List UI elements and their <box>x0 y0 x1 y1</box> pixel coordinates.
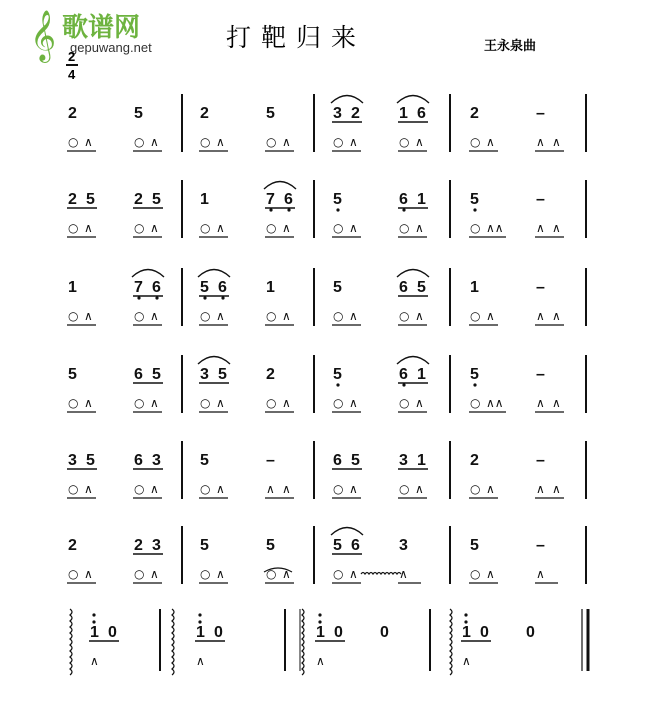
note-digit: 1 <box>417 452 426 469</box>
accent-stroke-mark: ∧ <box>216 221 225 235</box>
beat <box>535 279 564 325</box>
measure <box>199 537 294 583</box>
note-digit: 6 <box>134 452 143 469</box>
accent-stroke-mark: ∧ <box>415 482 424 496</box>
low-octave-dot <box>287 208 290 211</box>
beat <box>132 270 164 326</box>
note-digit: 5 <box>86 452 95 469</box>
low-octave-dot <box>402 383 405 386</box>
measure <box>67 105 162 151</box>
time-signature-top: 2 <box>68 49 76 64</box>
measure <box>469 452 564 498</box>
accent-stroke-mark: ∧ <box>84 309 93 323</box>
final-measure <box>302 609 389 675</box>
hollow-stroke-mark: ○ <box>266 221 277 235</box>
measure <box>332 452 428 498</box>
accent-stroke-mark: ∧ <box>266 482 275 496</box>
measure <box>67 452 163 498</box>
accent-stroke-mark: ∧ <box>399 567 408 581</box>
slur-arc <box>397 96 429 104</box>
accent-stroke-mark: ∧ <box>536 482 545 496</box>
hollow-stroke-mark: ○ <box>266 309 277 323</box>
note-digit: 6 <box>351 537 360 554</box>
sustain-dash: – <box>536 279 545 296</box>
accent-stroke-mark: ∧ <box>349 309 358 323</box>
note-digit: 6 <box>399 191 408 208</box>
measure <box>199 182 296 238</box>
note-digit: 6 <box>399 279 408 296</box>
slur-arc <box>264 182 296 190</box>
accent-stroke-mark: ∧ <box>150 482 159 496</box>
beat <box>469 191 506 237</box>
slur-arc <box>397 357 429 365</box>
accent-stroke-mark: ∧ <box>415 221 424 235</box>
arpeggio-wave <box>70 609 72 675</box>
beat <box>264 182 296 238</box>
sustain-dash: – <box>536 452 545 469</box>
accent-stroke-mark: ∧ <box>536 396 545 410</box>
beat <box>535 537 558 583</box>
accent-stroke-mark: ∧ <box>486 567 495 581</box>
accent-stroke-mark: ∧ <box>552 135 561 149</box>
sustain-dash: – <box>536 537 545 554</box>
slur-arc <box>132 270 164 278</box>
score-row <box>67 526 586 584</box>
arpeggio-wave <box>172 609 174 675</box>
note-digit: 1 <box>68 279 77 296</box>
accent-stroke-mark: ∧ <box>216 396 225 410</box>
hollow-stroke-mark: ○ <box>470 482 481 496</box>
hollow-stroke-mark: ○ <box>333 482 344 496</box>
time-signature-bottom: 4 <box>68 67 76 82</box>
hollow-stroke-mark: ○ <box>470 135 481 149</box>
note-digit: 1 <box>399 105 408 122</box>
beat <box>535 366 564 412</box>
hollow-stroke-mark: ○ <box>333 567 344 581</box>
hollow-stroke-mark: ○ <box>333 309 344 323</box>
site-logo <box>30 10 140 63</box>
slur-arc <box>397 270 429 278</box>
note-digit: 1 <box>90 624 99 641</box>
note-digit: 6 <box>333 452 342 469</box>
accent-stroke-mark: ∧ <box>216 309 225 323</box>
beat <box>264 537 294 583</box>
note-digit: 5 <box>470 366 479 383</box>
note-digit: 5 <box>218 366 227 383</box>
hollow-stroke-mark: ○ <box>200 221 211 235</box>
accent-stroke-mark: ∧∧ <box>486 221 504 235</box>
measure <box>198 270 294 326</box>
measure <box>199 105 294 151</box>
accent-stroke-mark: ∧ <box>349 482 358 496</box>
note-digit: 2 <box>134 537 143 554</box>
hollow-stroke-mark: ○ <box>333 135 344 149</box>
note-digit: 1 <box>462 624 471 641</box>
note-digit: 5 <box>86 191 95 208</box>
beat <box>67 537 96 583</box>
note-digit: 5 <box>134 105 143 122</box>
beat <box>198 357 230 413</box>
tremolo-wave <box>361 573 401 575</box>
accent-stroke-mark: ∧ <box>282 482 291 496</box>
beat <box>398 452 428 498</box>
accent-stroke-mark: ∧ <box>415 309 424 323</box>
arpeggio-wave <box>302 609 304 675</box>
beat <box>265 366 294 412</box>
hollow-stroke-mark: ○ <box>399 309 410 323</box>
note-digit: 1 <box>266 279 275 296</box>
accent-stroke-mark: ∧ <box>552 221 561 235</box>
low-octave-dot <box>269 208 272 211</box>
low-octave-dot <box>336 383 339 386</box>
accent-stroke-mark: ∧∧ <box>486 396 504 410</box>
hollow-stroke-mark: ○ <box>470 567 481 581</box>
accent-stroke-mark: ∧ <box>316 654 325 668</box>
accent-stroke-mark: ∧ <box>150 135 159 149</box>
slur-arc <box>331 528 363 536</box>
logo-text: 歌谱网 <box>62 13 141 43</box>
note-digit: 5 <box>333 537 342 554</box>
beat <box>535 105 564 151</box>
hollow-stroke-mark: ○ <box>134 309 145 323</box>
hollow-stroke-mark: ○ <box>68 567 79 581</box>
note-digit: 5 <box>470 537 479 554</box>
note-digit: 0 <box>108 624 117 641</box>
note-digit: 5 <box>417 279 426 296</box>
hollow-stroke-mark: ○ <box>68 482 79 496</box>
note-digit: 5 <box>266 537 275 554</box>
hollow-stroke-mark: ○ <box>134 221 145 235</box>
note-digit: 2 <box>68 537 77 554</box>
final-measure <box>450 609 535 675</box>
accent-stroke-mark: ∧ <box>536 221 545 235</box>
accent-stroke-mark: ∧ <box>415 135 424 149</box>
note-digit: 3 <box>68 452 77 469</box>
beat <box>133 537 163 583</box>
beat <box>67 105 96 151</box>
note-digit: 0 <box>334 624 343 641</box>
beat <box>199 105 228 151</box>
dot-mark <box>92 613 95 616</box>
note-digit: 3 <box>399 537 408 554</box>
measure <box>469 279 564 325</box>
note-digit: 6 <box>417 105 426 122</box>
note-digit: 1 <box>196 624 205 641</box>
beat <box>67 279 96 325</box>
low-octave-dot <box>402 208 405 211</box>
accent-stroke-mark: ∧ <box>84 396 93 410</box>
beat <box>469 366 506 412</box>
rest-digit: 0 <box>380 624 389 641</box>
beat <box>332 279 361 325</box>
measure <box>331 96 429 152</box>
accent-stroke-mark: ∧ <box>486 482 495 496</box>
sustain-dash: – <box>536 366 545 383</box>
hollow-stroke-mark: ○ <box>399 482 410 496</box>
accent-stroke-mark: ∧ <box>536 567 545 581</box>
hollow-stroke-mark: ○ <box>266 396 277 410</box>
hollow-stroke-mark: ○ <box>134 482 145 496</box>
beat <box>397 96 429 152</box>
hollow-stroke-mark: ○ <box>68 396 79 410</box>
beat <box>398 537 421 583</box>
note-digit: 7 <box>134 279 143 296</box>
rest-digit: 0 <box>526 624 535 641</box>
hollow-stroke-mark: ○ <box>200 482 211 496</box>
beat <box>332 366 361 412</box>
accent-stroke-mark: ∧ <box>282 135 291 149</box>
hollow-stroke-mark: ○ <box>470 221 481 235</box>
accent-stroke-mark: ∧ <box>84 135 93 149</box>
note-digit: 2 <box>470 105 479 122</box>
beat <box>199 537 228 583</box>
accent-stroke-mark: ∧ <box>150 396 159 410</box>
accent-stroke-mark: ∧ <box>84 567 93 581</box>
sustain-dash: – <box>266 452 275 469</box>
note-digit: 0 <box>480 624 489 641</box>
hollow-stroke-mark: ○ <box>134 567 145 581</box>
slur-arc <box>198 357 230 365</box>
hollow-stroke-mark: ○ <box>134 135 145 149</box>
note-digit: 5 <box>333 191 342 208</box>
measure <box>469 191 564 237</box>
beat <box>133 366 163 412</box>
final-measure <box>172 609 225 675</box>
measure <box>332 270 429 326</box>
note-digit: 5 <box>200 279 209 296</box>
measure <box>469 105 564 151</box>
score-row <box>67 180 586 238</box>
accent-stroke-mark: ∧ <box>150 309 159 323</box>
accent-stroke-mark: ∧ <box>216 567 225 581</box>
beat <box>199 191 228 237</box>
note-digit: 3 <box>152 537 161 554</box>
hollow-stroke-mark: ○ <box>266 567 277 581</box>
measure <box>199 452 294 498</box>
note-digit: 2 <box>68 191 77 208</box>
accent-stroke-mark: ∧ <box>84 482 93 496</box>
sustain-dash: – <box>536 191 545 208</box>
note-digit: 0 <box>214 624 223 641</box>
beat <box>265 452 294 498</box>
measure <box>332 357 429 413</box>
hollow-stroke-mark: ○ <box>200 396 211 410</box>
note-digit: 2 <box>68 105 77 122</box>
beat <box>397 357 429 413</box>
score-row <box>67 355 586 413</box>
measure <box>469 537 558 583</box>
beat <box>469 279 498 325</box>
low-octave-dot <box>473 383 476 386</box>
note-digit: 2 <box>470 452 479 469</box>
note-digit: 1 <box>316 624 325 641</box>
note-digit: 5 <box>68 366 77 383</box>
hollow-stroke-mark: ○ <box>134 396 145 410</box>
hollow-stroke-mark: ○ <box>470 309 481 323</box>
accent-stroke-mark: ∧ <box>282 567 291 581</box>
treble-clef-icon: 𝄞 <box>30 10 57 61</box>
note-digit: 5 <box>200 537 209 554</box>
note-digit: 3 <box>399 452 408 469</box>
low-octave-dot <box>473 208 476 211</box>
hollow-stroke-mark: ○ <box>68 221 79 235</box>
hollow-stroke-mark: ○ <box>200 567 211 581</box>
accent-stroke-mark: ∧ <box>486 309 495 323</box>
accent-stroke-mark: ∧ <box>349 567 358 581</box>
beat <box>332 452 362 498</box>
note-digit: 5 <box>333 279 342 296</box>
site-url: gepuwang.net <box>70 40 152 55</box>
beat <box>398 191 428 237</box>
measure <box>198 357 294 413</box>
note-digit: 6 <box>399 366 408 383</box>
low-octave-dot <box>203 296 206 299</box>
beat <box>469 537 498 583</box>
note-digit: 2 <box>200 105 209 122</box>
beat <box>133 452 163 498</box>
note-digit: 7 <box>266 191 275 208</box>
accent-stroke-mark: ∧ <box>349 221 358 235</box>
note-digit: 3 <box>200 366 209 383</box>
note-digit: 2 <box>351 105 360 122</box>
score-rows <box>67 94 586 584</box>
note-digit: 6 <box>218 279 227 296</box>
dot-mark <box>318 613 321 616</box>
beat <box>133 105 162 151</box>
beat <box>331 96 363 152</box>
accent-stroke-mark: ∧ <box>90 654 99 668</box>
measure <box>67 537 163 583</box>
hollow-stroke-mark: ○ <box>399 135 410 149</box>
hollow-stroke-mark: ○ <box>333 221 344 235</box>
measure <box>67 191 163 237</box>
score-row <box>67 268 586 326</box>
accent-stroke-mark: ∧ <box>216 135 225 149</box>
accent-stroke-mark: ∧ <box>536 309 545 323</box>
beat <box>199 452 228 498</box>
slur-arc <box>198 270 230 278</box>
hollow-stroke-mark: ○ <box>333 396 344 410</box>
note-digit: 5 <box>470 191 479 208</box>
accent-stroke-mark: ∧ <box>349 396 358 410</box>
accent-stroke-mark: ∧ <box>196 654 205 668</box>
hollow-stroke-mark: ○ <box>399 396 410 410</box>
accent-stroke-mark: ∧ <box>84 221 93 235</box>
measure <box>67 366 163 412</box>
beat <box>198 270 230 326</box>
note-digit: 1 <box>417 366 426 383</box>
note-digit: 3 <box>152 452 161 469</box>
accent-stroke-mark: ∧ <box>552 309 561 323</box>
accent-stroke-mark: ∧ <box>150 221 159 235</box>
note-digit: 2 <box>266 366 275 383</box>
beat <box>67 191 97 237</box>
accent-stroke-mark: ∧ <box>216 482 225 496</box>
accent-stroke-mark: ∧ <box>552 396 561 410</box>
arpeggio-wave <box>450 609 452 675</box>
hollow-stroke-mark: ○ <box>399 221 410 235</box>
note-digit: 5 <box>152 366 161 383</box>
hollow-stroke-mark: ○ <box>200 309 211 323</box>
score-row <box>67 441 586 499</box>
accent-stroke-mark: ∧ <box>415 396 424 410</box>
beat <box>331 528 363 584</box>
composer-credit: 王永泉曲 <box>484 39 537 54</box>
accent-stroke-mark: ∧ <box>552 482 561 496</box>
note-digit: 5 <box>266 105 275 122</box>
sustain-dash: – <box>536 105 545 122</box>
measure <box>331 528 421 584</box>
hollow-stroke-mark: ○ <box>266 135 277 149</box>
accent-stroke-mark: ∧ <box>150 567 159 581</box>
final-row <box>70 609 588 675</box>
low-octave-dot <box>336 208 339 211</box>
note-digit: 6 <box>284 191 293 208</box>
beat <box>397 270 429 326</box>
low-octave-dot <box>221 296 224 299</box>
accent-stroke-mark: ∧ <box>486 135 495 149</box>
note-digit: 5 <box>200 452 209 469</box>
note-digit: 3 <box>333 105 342 122</box>
note-digit: 1 <box>200 191 209 208</box>
accent-stroke-mark: ∧ <box>282 221 291 235</box>
beat <box>265 105 294 151</box>
time-signature-line <box>66 64 78 66</box>
final-measure <box>70 609 119 675</box>
beat <box>265 279 294 325</box>
hollow-stroke-mark: ○ <box>200 135 211 149</box>
hollow-stroke-mark: ○ <box>68 135 79 149</box>
measure <box>469 366 564 412</box>
note-digit: 1 <box>470 279 479 296</box>
hollow-stroke-mark: ○ <box>68 309 79 323</box>
measure <box>332 191 428 237</box>
note-digit: 2 <box>134 191 143 208</box>
beat <box>133 191 163 237</box>
beat <box>469 452 498 498</box>
note-digit: 5 <box>152 191 161 208</box>
accent-stroke-mark: ∧ <box>282 396 291 410</box>
hollow-stroke-mark: ○ <box>470 396 481 410</box>
note-digit: 5 <box>351 452 360 469</box>
accent-stroke-mark: ∧ <box>462 654 471 668</box>
beat <box>67 366 96 412</box>
beat <box>332 191 361 237</box>
note-digit: 1 <box>417 191 426 208</box>
score-row <box>67 94 586 152</box>
accent-stroke-mark: ∧ <box>282 309 291 323</box>
low-octave-dot <box>137 296 140 299</box>
low-octave-dot <box>155 296 158 299</box>
beat <box>469 105 498 151</box>
beat <box>535 191 564 237</box>
note-digit: 6 <box>134 366 143 383</box>
accent-stroke-mark: ∧ <box>349 135 358 149</box>
song-title: 打靶归来 <box>226 23 367 52</box>
beat <box>67 452 97 498</box>
accent-stroke-mark: ∧ <box>536 135 545 149</box>
beat <box>535 452 564 498</box>
slur-arc <box>331 96 363 104</box>
note-digit: 5 <box>333 366 342 383</box>
note-digit: 6 <box>152 279 161 296</box>
dot-mark <box>464 613 467 616</box>
measure <box>67 270 164 326</box>
dot-mark <box>198 613 201 616</box>
